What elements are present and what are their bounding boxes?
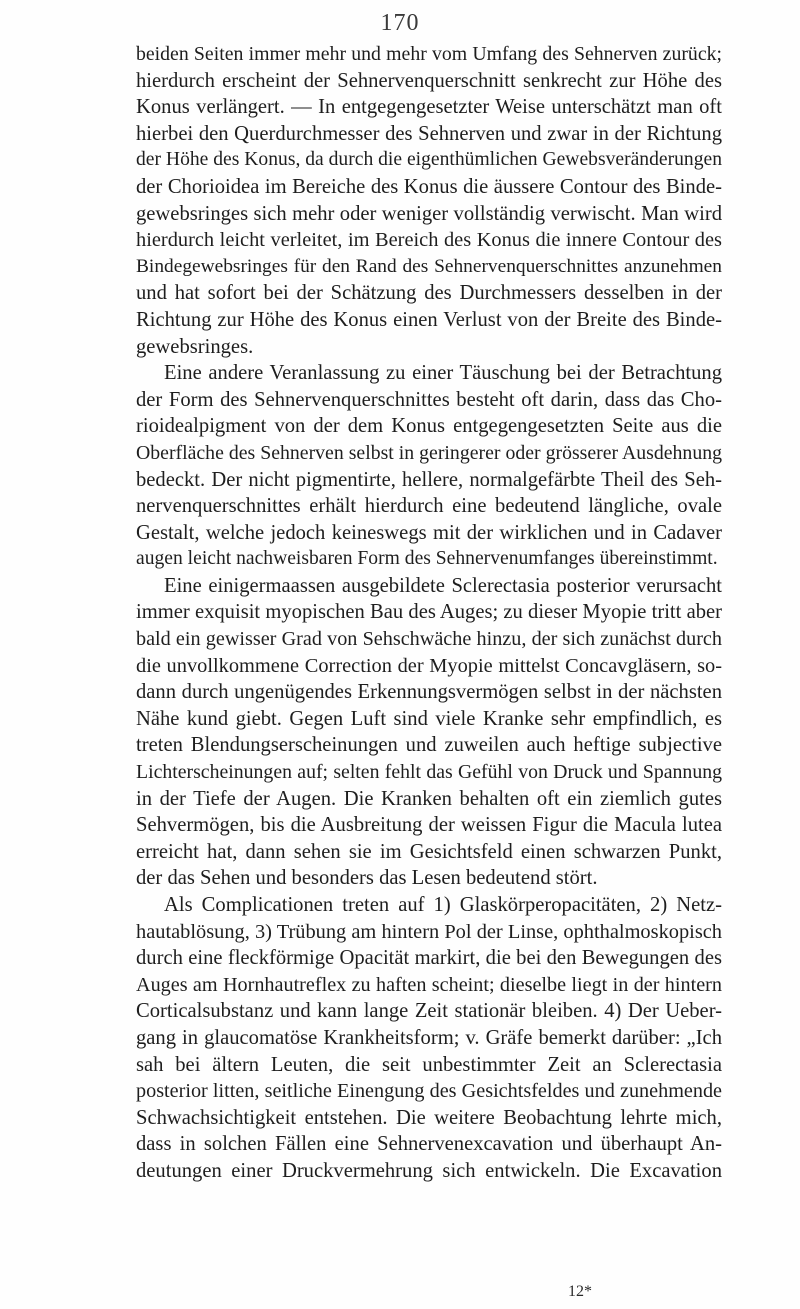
text-line: beiden Seiten immer mehr und mehr vom Umfang des Sehnerven zurück; — [136, 43, 722, 65]
text-line: bedeckt. Der nicht pigmentirte, hellere, normalgefärbte Theil des Seh- — [136, 468, 722, 491]
text-line: gang in glaucomatöse Krankheitsform; v. Gräfe bemerkt darüber: „Ich — [136, 1026, 722, 1049]
text-line: Schwachsichtigkeit entstehen. Die weitere Beobachtung lehrte mich, — [136, 1106, 722, 1129]
text-line: der Form des Sehnervenquerschnittes besteht oft darin, dass das Cho- — [136, 388, 722, 411]
text-line: Auges am Hornhautreflex zu haften scheint; dieselbe liegt in der hintern — [136, 973, 722, 996]
text-line: gewebsringes sich mehr oder weniger vollständig verwischt. Man wird — [136, 202, 722, 225]
text-line: dann durch ungenügendes Erkennungsvermögen selbst in der nächsten — [136, 681, 722, 704]
page-number: 170 — [380, 10, 420, 36]
text-line: und hat sofort bei der Schätzung des Durchmessers desselben in der — [136, 282, 722, 305]
text-line: Oberfläche des Sehnerven selbst in geringerer oder grösserer Ausdehnung — [136, 441, 722, 464]
text-line: der das Sehen und besonders das Lesen bedeutend stört. — [136, 867, 598, 890]
text-line: der Höhe des Konus, da durch die eigenthümlichen Gewebsveränderungen — [136, 149, 722, 171]
text-line: hautablösung, 3) Trübung am hintern Pol der Linse, ophthalmoskopisch — [136, 920, 722, 943]
body-text — [136, 41, 722, 1185]
text-line: gewebsringes. — [136, 335, 254, 358]
text-line: deutungen einer Druckvermehrung sich entwickeln. Die Excavation — [136, 1159, 722, 1182]
text-line: hierbei den Querdurchmesser des Sehnerven und zwar in der Richtung — [136, 122, 722, 145]
text-line: Eine andere Veranlassung zu einer Täuschung bei der Betrachtung — [164, 362, 722, 385]
text-line: bald ein gewisser Grad von Sehschwäche hinzu, der sich zunächst durch — [136, 628, 722, 651]
text-line: augen leicht nachweisbaren Form des Sehnervenumfanges übereinstimmt. — [136, 548, 718, 570]
text-line: Sehvermögen, bis die Ausbreitung der weissen Figur die Macula lutea — [136, 814, 722, 837]
text-line: Konus verlängert. — In entgegengesetzter Weise unterschätzt man oft — [136, 96, 722, 119]
text-line: Als Complicationen treten auf 1) Glaskörperopacitäten, 2) Netz- — [164, 894, 722, 916]
text-line: Lichterscheinungen auf; selten fehlt das Gefühl von Druck und Spannung — [136, 761, 722, 784]
text-line: hierdurch erscheint der Sehnervenquerschnitt senkrecht zur Höhe des — [136, 69, 722, 92]
text-line: treten Blendungserscheinungen und zuweilen auch heftige subjective — [136, 734, 722, 757]
text-line: Nähe kund giebt. Gegen Luft sind viele Kranke sehr empfindlich, es — [136, 707, 722, 730]
text-line: in der Tiefe der Augen. Die Kranken behalten oft ein ziemlich gutes — [136, 787, 722, 810]
text-line: rioidealpigment von der dem Konus entgegengesetzten Seite aus die — [136, 415, 722, 438]
text-line: dass in solchen Fällen eine Sehnervenexcavation und überhaupt An- — [136, 1133, 722, 1156]
text-line: posterior litten, seitliche Einengung des Gesichtsfeldes und zunehmende — [136, 1080, 722, 1103]
text-line: Corticalsubstanz und kann lange Zeit stationär bleiben. 4) Der Ueber- — [136, 1000, 722, 1023]
text-line: die unvollkommene Correction der Myopie mittelst Concavgläsern, so- — [136, 654, 722, 677]
text-line: Eine einigermaassen ausgebildete Sclerectasia posterior verursacht — [164, 574, 722, 597]
text-line: der Chorioidea im Bereiche des Konus die äussere Contour des Binde- — [136, 175, 722, 198]
text-line: Bindegewebsringes für den Rand des Sehnervenquerschnittes anzunehmen — [136, 255, 722, 277]
text-line: durch eine fleckförmige Opacität markirt, die bei den Bewegungen des — [136, 947, 722, 970]
text-line: nervenquerschnittes erhält hierdurch eine bedeutend längliche, ovale — [136, 495, 722, 518]
text-line: sah bei ältern Leuten, die seit unbestimmter Zeit an Sclerectasia — [136, 1053, 722, 1076]
sheet-signature: 12* — [568, 1283, 592, 1300]
text-line: erreicht hat, dann sehen sie im Gesichtsfeld einen schwarzen Punkt, — [136, 840, 722, 863]
text-line: hierdurch leicht verleitet, im Bereich des Konus die innere Contour des — [136, 229, 722, 252]
text-line: Gestalt, welche jedoch keineswegs mit der wirklichen und in Cadaver — [136, 521, 722, 544]
text-line: immer exquisit myopischen Bau des Auges; zu dieser Myopie tritt aber — [136, 601, 722, 624]
text-line: Richtung zur Höhe des Konus einen Verlust von der Breite des Binde- — [136, 308, 722, 331]
